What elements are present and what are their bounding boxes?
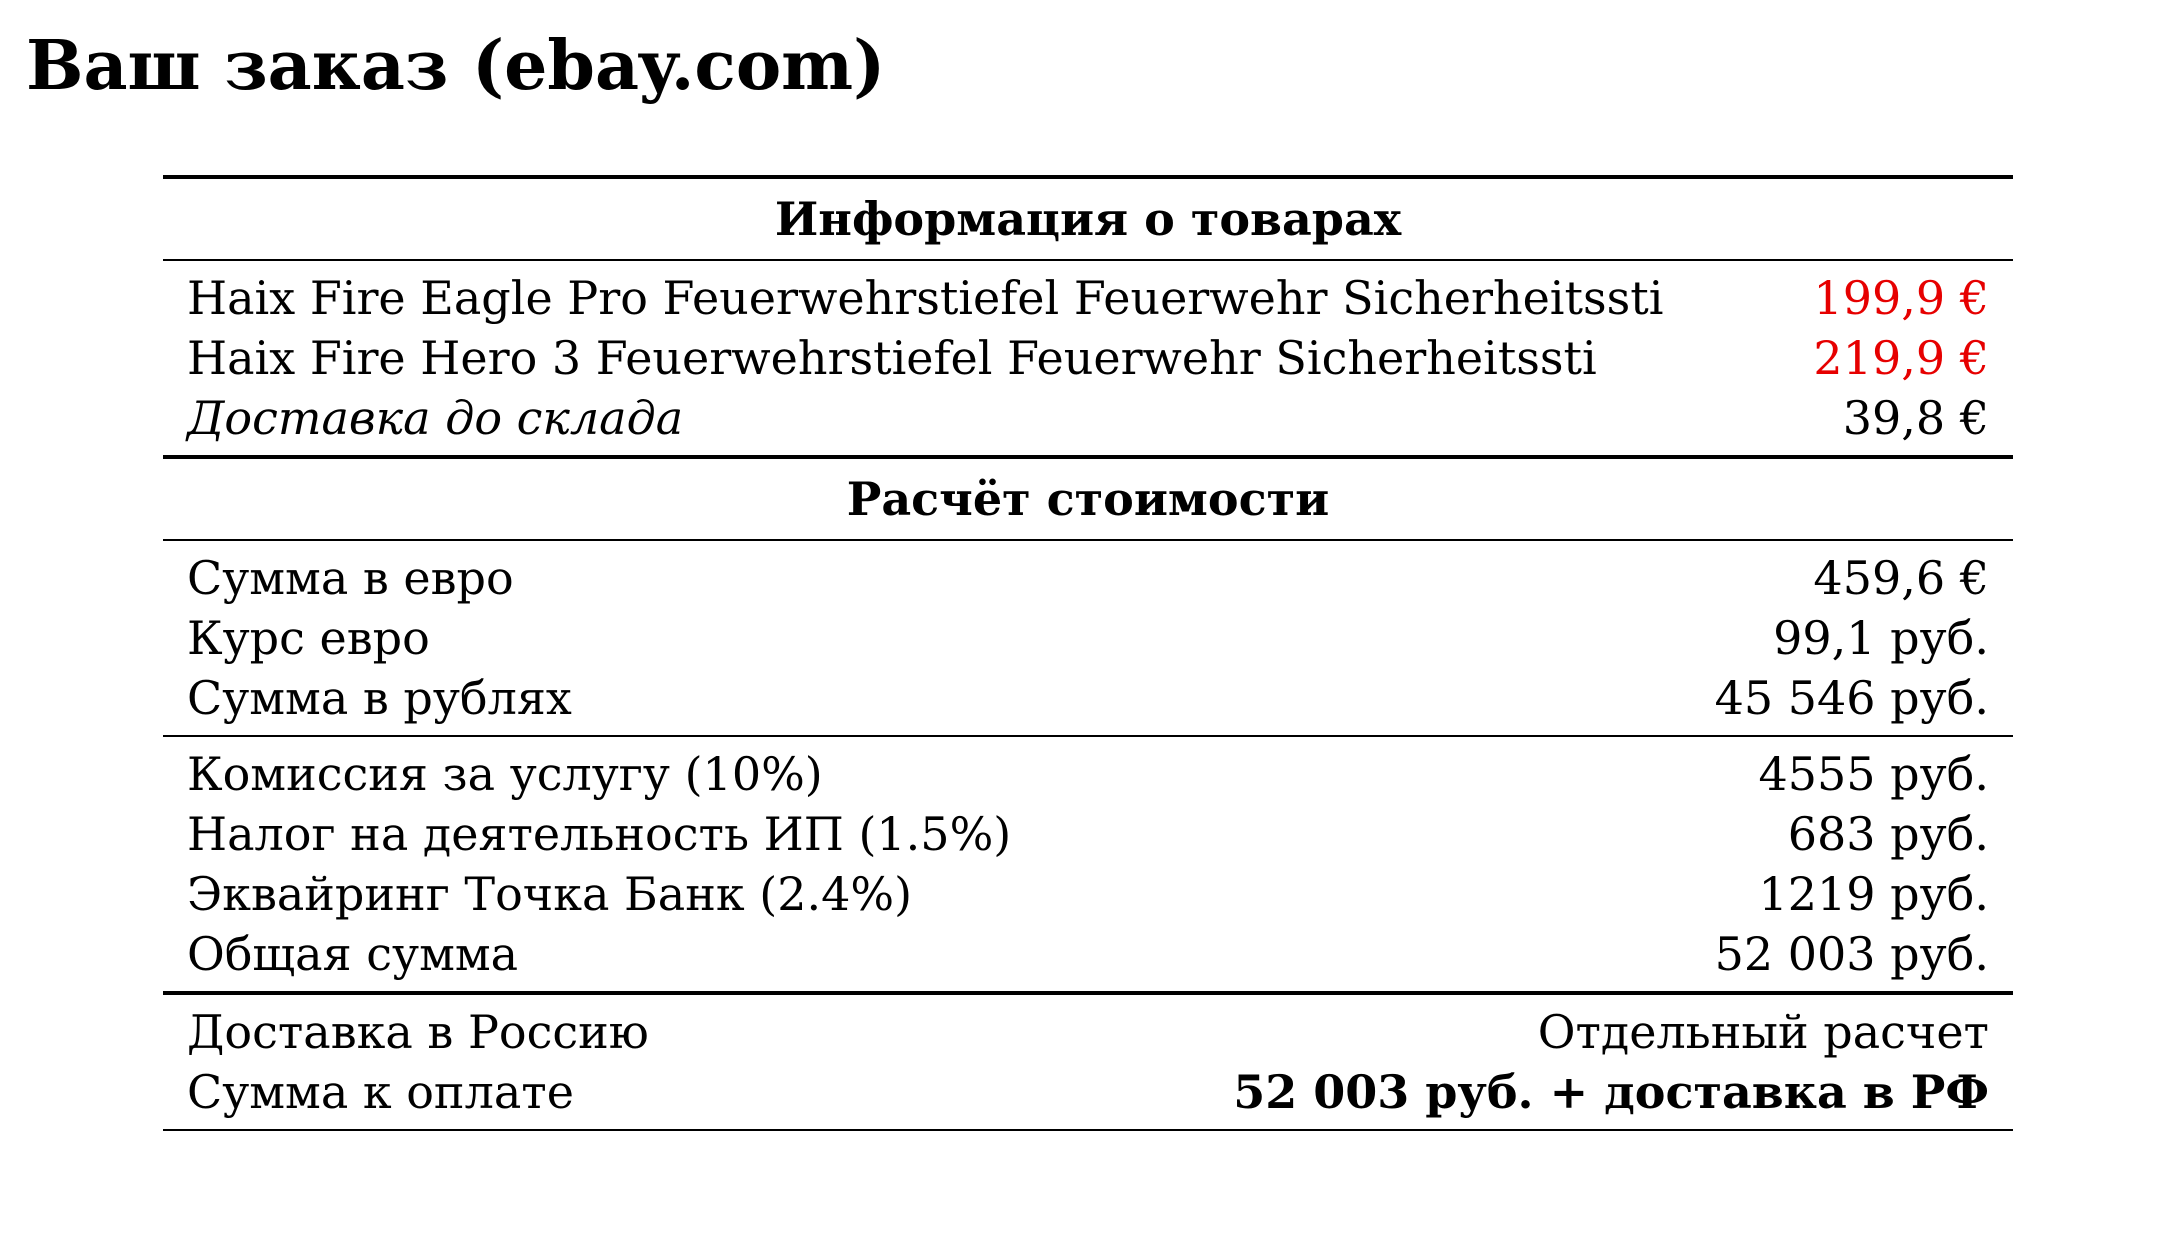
russia-delivery-label: Доставка в Россию	[187, 1005, 649, 1059]
amount-due-row	[163, 1062, 2013, 1122]
cost-section-header: Расчёт стоимости	[846, 472, 1330, 526]
acquiring-row	[163, 864, 2013, 924]
warehouse-delivery-row	[163, 388, 2013, 448]
sum-rub-label: Сумма в рублях	[187, 671, 572, 725]
euro-rate-row	[163, 608, 2013, 668]
sum-euro-value: 459,6 €	[1813, 551, 1989, 605]
products-section-header: Информация о товарах	[774, 192, 1402, 246]
product-row	[163, 328, 2013, 388]
tax-value: 683 руб.	[1787, 807, 1989, 861]
warehouse-delivery-label: Доставка до склада	[187, 391, 684, 445]
euro-rate-label: Курс евро	[187, 611, 430, 665]
product-row	[163, 268, 2013, 328]
sum-euro-label: Сумма в евро	[187, 551, 514, 605]
amount-due-label: Сумма к оплате	[187, 1065, 574, 1119]
tax-label: Налог на деятельность ИП (1.5%)	[187, 807, 1012, 861]
service-fee-row	[163, 744, 2013, 804]
total-value: 52 003 руб.	[1714, 927, 1989, 981]
tax-row	[163, 804, 2013, 864]
conversion-group	[163, 541, 2013, 735]
product-price: 199,9 €	[1813, 271, 1989, 325]
page-title: Ваш заказ (ebay.com)	[26, 26, 886, 106]
table-bottom-rule	[163, 1129, 2013, 1131]
sum-rub-row	[163, 668, 2013, 728]
russia-delivery-row	[163, 1002, 2013, 1062]
product-price: 219,9 €	[1813, 331, 1989, 385]
order-table	[163, 175, 2013, 1131]
service-fee-value: 4555 руб.	[1758, 747, 1989, 801]
final-group	[163, 995, 2013, 1129]
service-fee-label: Комиссия за услугу (10%)	[187, 747, 823, 801]
total-row	[163, 924, 2013, 984]
sum-rub-value: 45 546 руб.	[1714, 671, 1989, 725]
acquiring-label: Эквайринг Точка Банк (2.4%)	[187, 867, 913, 921]
product-name: Haix Fire Hero 3 Feuerwehrstiefel Feuerwehr Sicherheitssti	[187, 331, 1597, 385]
sum-euro-row	[163, 548, 2013, 608]
product-name: Haix Fire Eagle Pro Feuerwehrstiefel Feuerwehr Sicherheitssti	[187, 271, 1664, 325]
products-list	[163, 261, 2013, 455]
fees-group	[163, 737, 2013, 991]
total-label: Общая сумма	[187, 927, 519, 981]
russia-delivery-value: Отдельный расчет	[1537, 1005, 1989, 1059]
acquiring-value: 1219 руб.	[1758, 867, 1989, 921]
warehouse-delivery-value: 39,8 €	[1842, 391, 1989, 445]
amount-due-value: 52 003 руб. + доставка в РФ	[1233, 1065, 1989, 1119]
euro-rate-value: 99,1 руб.	[1773, 611, 1989, 665]
